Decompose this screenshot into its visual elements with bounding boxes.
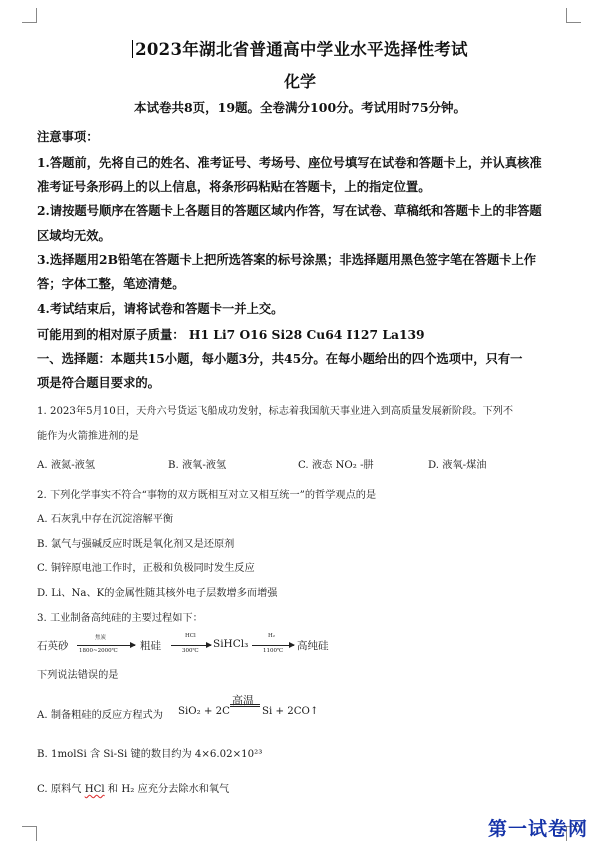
q3-prompt: 下列说法错误的是 [37, 670, 119, 681]
q3-option-c-suffix: 和 H₂ 应充分去除水和氧气 [104, 784, 230, 795]
q1-option-d: D. 液氧-煤油 [428, 460, 487, 471]
equation-line [230, 706, 260, 707]
text-cursor [132, 40, 133, 58]
atomic-mass-line: 可能用到的相对原子质量： H1 Li7 O16 Si28 Cu64 I127 La139 [37, 327, 425, 342]
flow-high-purity-silicon: 高纯硅 [297, 640, 329, 652]
flow-quartz-sand: 石英砂 [37, 640, 69, 652]
crop-mark-top-left [22, 8, 37, 23]
crop-mark-bottom-left [22, 826, 37, 841]
q3-option-c [37, 780, 229, 795]
equation-products: Si + 2CO↑ [262, 706, 319, 717]
flow-trichlorosilane: SiHCl₃ [213, 638, 249, 650]
equation-condition: 高温 [232, 694, 254, 707]
flow-condition-top: HCl [185, 633, 196, 639]
flow-arrow [252, 645, 294, 646]
q2-stem: 2. 下列化学事实不符合“事物的双方既相互对立又相互统一”的哲学观点的是 [37, 490, 377, 501]
section-heading: 一、选择题：本题共15小题，每小题3分，共45分。在每小题给出的四个选项中，只有一 [37, 351, 523, 366]
q2-option-a: A. 石灰乳中存在沉淀溶解平衡 [37, 514, 174, 525]
notes-heading: 注意事项： [37, 129, 99, 144]
note-line: 答；字体工整，笔迹清楚。 [37, 276, 185, 291]
section-heading-cont: 项是符合题目要求的。 [37, 375, 160, 390]
flow-condition-bottom: 300℃ [182, 648, 199, 654]
q3-option-a-prefix: A. 制备粗硅的反应方程式为 [37, 710, 163, 721]
q1-stem-cont: 能作为火箭推进剂的是 [37, 431, 139, 442]
q2-option-c: C. 铜锌原电池工作时，正极和负极同时发生反应 [37, 563, 255, 574]
q3-stem: 3. 工业制备高纯硅的主要过程如下： [37, 613, 203, 624]
note-line: 2.请按题号顺序在答题卡上各题目的答题区域内作答，写在试卷、草稿纸和答题卡上的非答题 [37, 203, 542, 218]
note-line: 3.选择题用2B铅笔在答题卡上把所选答案的标号涂黑；非选择题用黑色签字笔在答题卡上作 [37, 252, 537, 267]
exam-info: 本试卷共8页，19题。全卷满分100分。考试用时75分钟。 [133, 100, 467, 115]
flow-condition-top: 焦炭 [95, 635, 107, 641]
q3-option-c-prefix: C. 原料气 [37, 784, 85, 795]
flow-condition-bottom: 1100℃ [263, 648, 284, 654]
flow-condition-bottom: 1800~2000℃ [79, 648, 118, 654]
flow-crude-silicon: 粗硅 [140, 640, 161, 652]
q2-option-d: D. Li、Na、K的金属性随其核外电子层数增多而增强 [37, 588, 278, 599]
note-line: 1.答题前，先将自己的姓名、准考证号、考场号、座位号填写在试卷和答题卡上，并认真核准 [37, 155, 542, 170]
flow-arrow [171, 645, 211, 646]
crop-mark-top-right [566, 8, 581, 23]
subject-title: 化学 [283, 72, 316, 91]
equation-reactants: SiO₂ + 2C [178, 706, 230, 717]
note-line: 区域均无效。 [37, 228, 111, 243]
exam-title-text: 2023年湖北省普通高中学业水平选择性考试 [135, 40, 468, 59]
q3-option-c-hcl: HCl [84, 784, 105, 795]
q1-stem: 1. 2023年5月10日，天舟六号货运飞船成功发射，标志着我国航天事业进入到高质量发展新阶段。下列不 [37, 406, 514, 417]
q3-option-b: B. 1molSi 含 Si-Si 键的数目约为 4×6.02×10²³ [37, 749, 263, 760]
flow-arrow [77, 645, 135, 646]
exam-title [0, 36, 600, 60]
site-watermark: 第一试卷网 [488, 818, 589, 840]
q1-option-c: C. 液态 NO₂ -肼 [298, 460, 374, 471]
q2-option-b: B. 氯气与强碱反应时既是氧化剂又是还原剂 [37, 539, 235, 550]
equation-line [230, 704, 260, 705]
flow-condition-top: H₂ [268, 633, 276, 639]
note-line: 4.考试结束后，请将试卷和答题卡一并上交。 [37, 301, 284, 316]
q1-option-b: B. 液氧-液氢 [168, 460, 227, 471]
note-line: 准考证号条形码上的以上信息，将条形码粘贴在答题卡，上的指定位置。 [37, 179, 431, 194]
q1-option-a: A. 液氮-液氢 [37, 460, 96, 471]
